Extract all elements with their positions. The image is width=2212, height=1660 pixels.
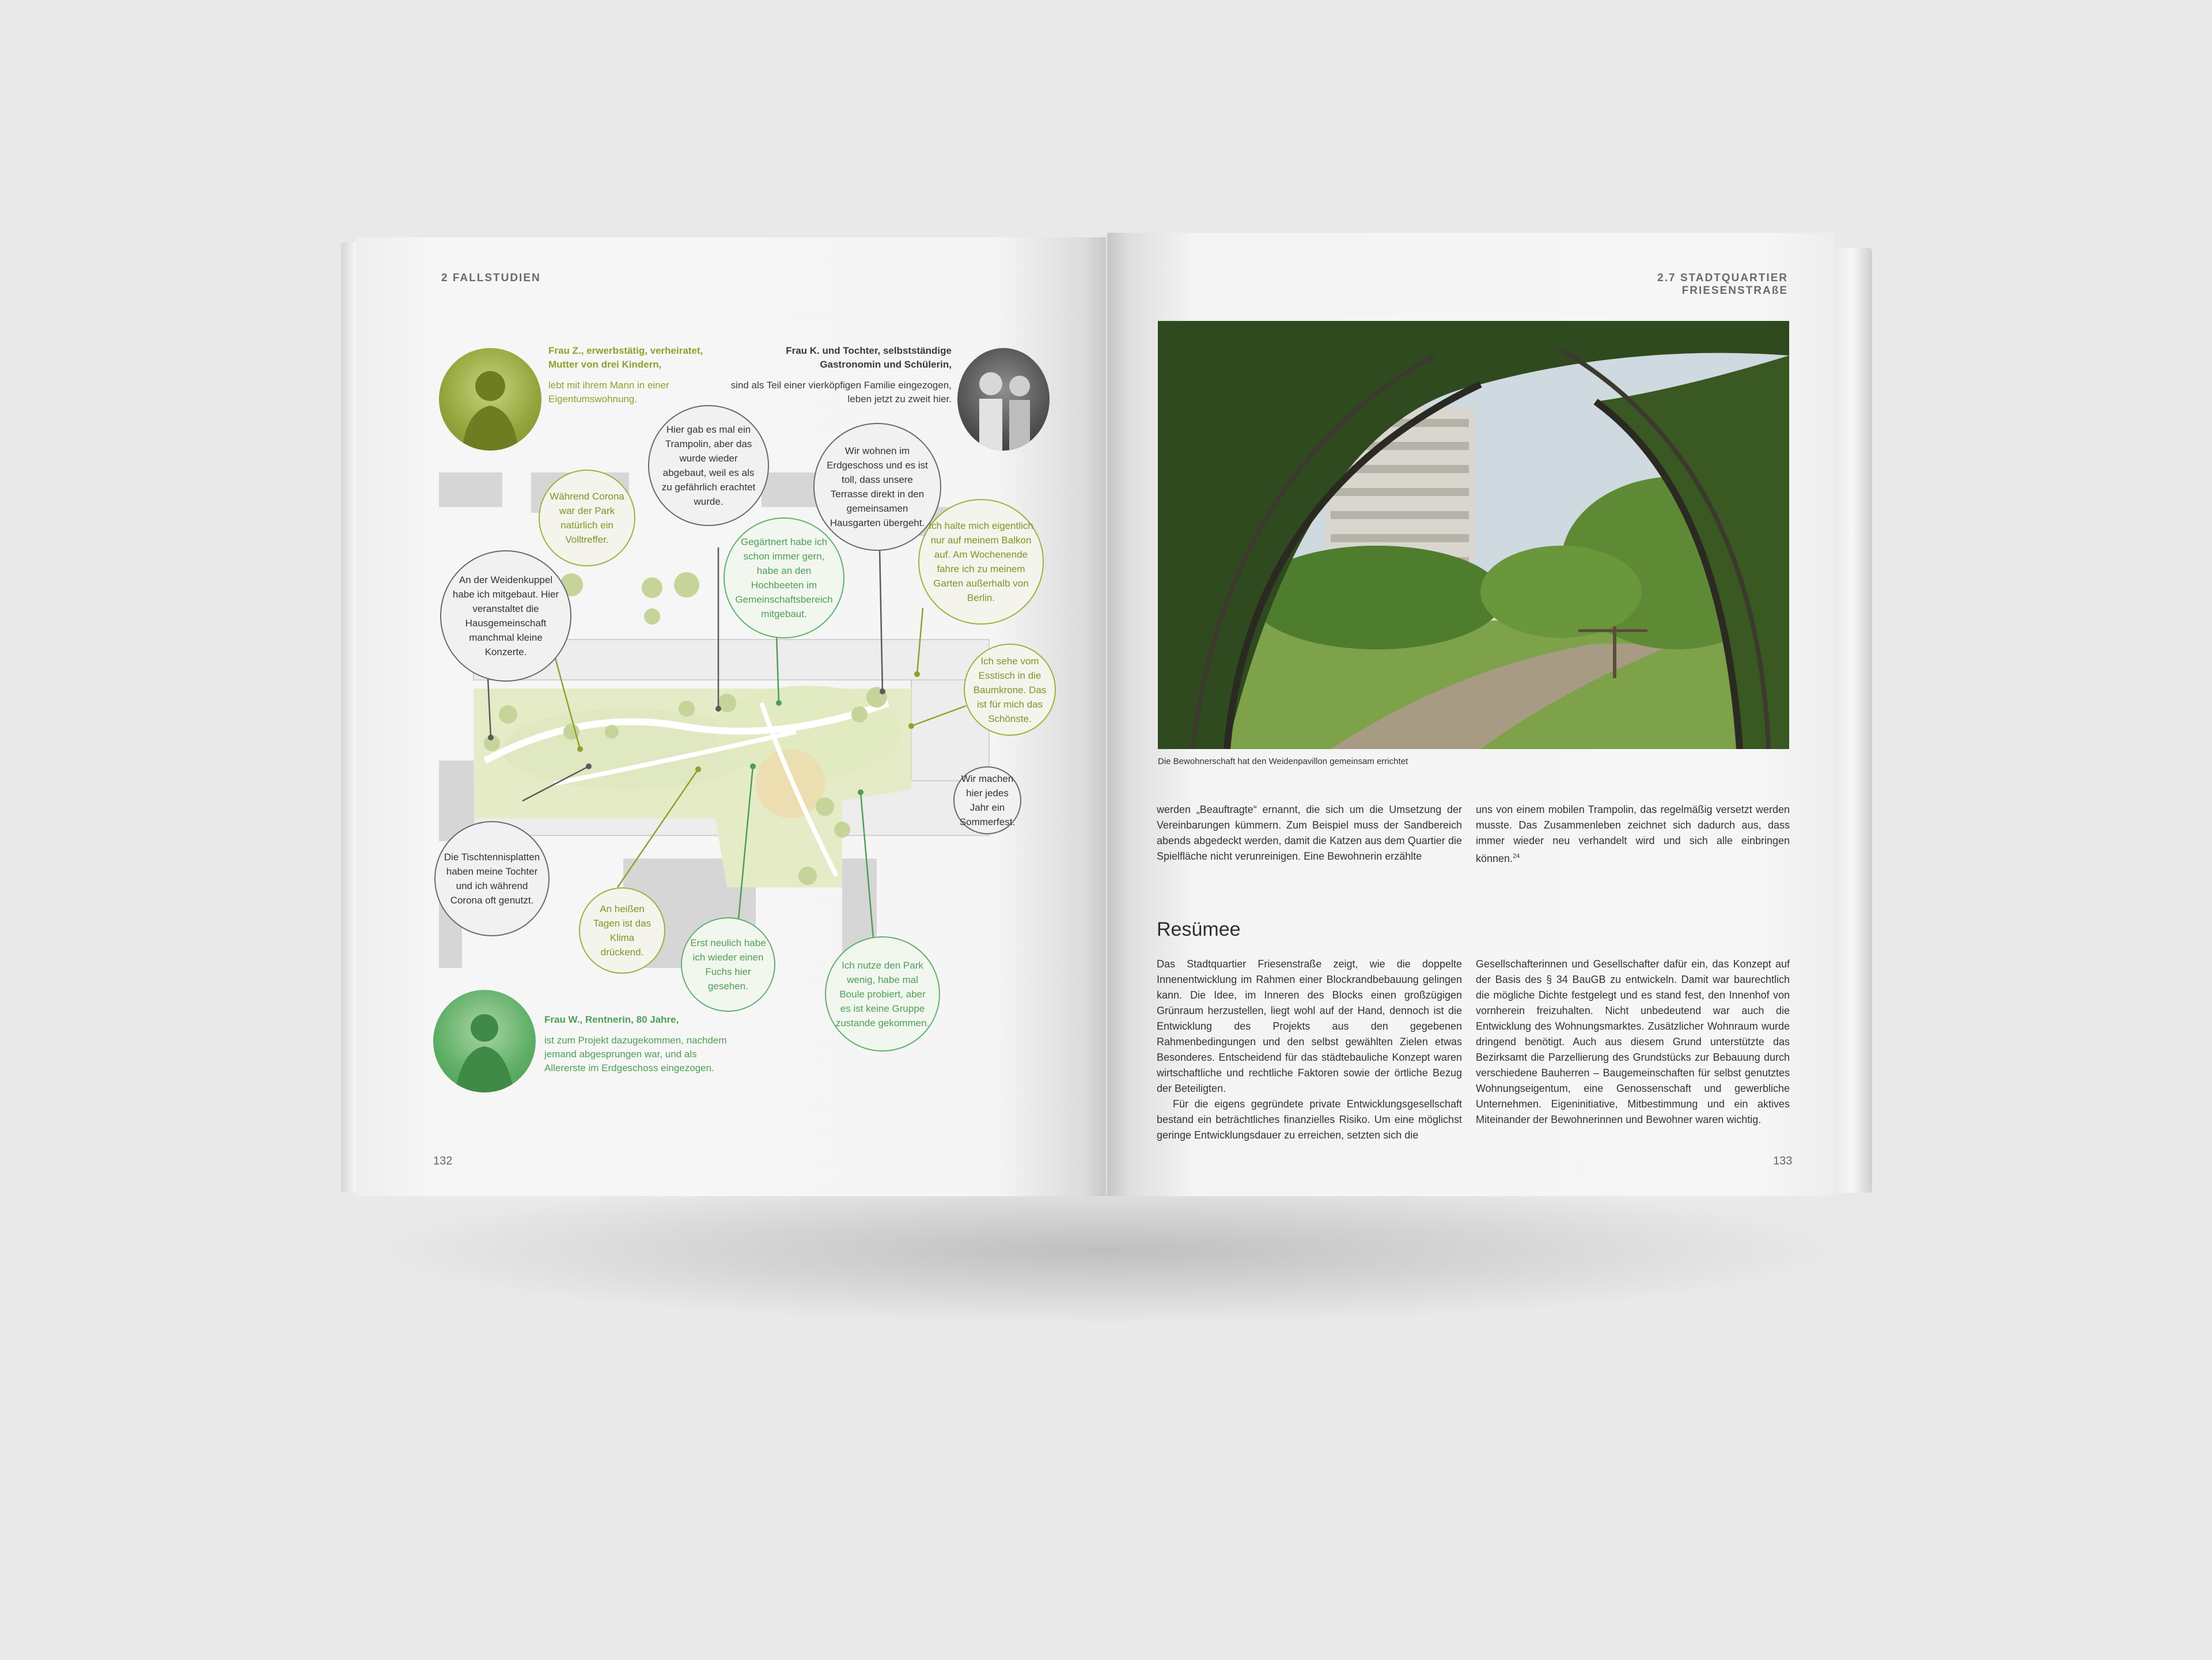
photo-caption: Die Bewohnerschaft hat den Weidenpavillon gemeinsam errichtet <box>1158 757 1408 766</box>
resident-name: Frau W., Rentnerin, 80 Jahre, <box>544 1014 679 1025</box>
quote-bubble-hochbeete: Gegärtnert habe ich schon immer gern, habe an den Hochbeeten im Gemeinschaftsbereich mitgebaut. <box>724 517 844 638</box>
resident-description: ist zum Projekt dazugekommen, nachdem jemand abgesprungen war, und als Allererste im Erdgeschoss eingezogen. <box>544 1035 727 1073</box>
section-heading: Resümee <box>1157 918 1241 940</box>
summary-paragraph-2: Für die eigens gegründete private Entwicklungsgesellschaft bestand ein beträchtliches finanzielles Risiko. Um eine möglichst geringe Entwicklungsdauer zu erreichen, setzten sich die <box>1157 1098 1462 1141</box>
footnote-reference: 24 <box>1513 853 1520 860</box>
quote-bubble-balkon: Ich halte mich eigentlich nur auf meinem Balkon auf. Am Wochenende fahre ich zu meinem Garten außerhalb von Berlin. <box>918 499 1044 625</box>
resident-description: sind als Teil einer vierköpfigen Familie eingezogen, leben jetzt zu zweit hier. <box>730 380 952 404</box>
quote-bubble-fuchs: Erst neulich habe ich wieder einen Fuchs hier gesehen. <box>681 917 775 1012</box>
summary-column-2 <box>1476 956 1790 1128</box>
right-page-stack <box>1832 248 1872 1193</box>
person-icon <box>439 348 541 451</box>
quote-bubble-erdgeschoss: Wir wohnen im Erdgeschoss und es ist toll, dass unsere Terrasse direkt in den gemeinsamen Hausgarten übergeht. <box>813 423 941 551</box>
resident-portrait-frau-z <box>439 348 541 451</box>
running-head-right: 2.7 STADTQUARTIER FRIESENSTRAßE <box>1657 272 1788 297</box>
quote-bubble-heisse-tage: An heißen Tagen ist das Klima drückend. <box>579 887 665 974</box>
page-number-left: 132 <box>433 1155 453 1167</box>
intro-paragraph-2 <box>1476 802 1790 867</box>
summary-column-1 <box>1157 956 1462 1143</box>
summary-paragraph-3: Gesellschafterinnen und Gesellschafter dafür ein, das Konzept auf der Basis des § 34 BauGB zu entwickeln. Damit war baurechtlich die mögliche Dichte festgelegt und es stand fest, den Innenhof von vornherein freizuhalten. Nicht unbedeutend war auch die Entwicklung des Wohnungsmarktes. Zusätzlicher Wohnraum wurde dringend benötigt. Auch aus diesem Grund unterstützte das Bezirksamt die Parzellierung des Grundstücks zur Bebauung durch verschiedene Bauherren – Baugemeinschaften für selbst genutztes Wohnungseigentum, eine Genossenschaft und gewerbliche Unternehmen. Eigeninitiative, Mitbestimmung und ein aktives Miteinander der Bewohnerinnen und Bewohner waren wichtig. <box>1476 958 1790 1125</box>
photo-willow-pavilion <box>1158 321 1789 749</box>
intro-column-2 <box>1476 802 1790 867</box>
resident-portrait-frau-k <box>957 348 1050 451</box>
quote-bubble-sommerfest: Wir machen hier jedes Jahr ein Sommerfest. <box>953 766 1021 834</box>
resident-name: Frau K. und Tochter, selbstständige Gastronomin und Schülerin, <box>786 345 952 370</box>
quote-bubble-baumkrone: Ich sehe vom Esstisch in die Baumkrone. Das ist für mich das Schönste. <box>964 644 1056 736</box>
quote-bubble-trampolin: Hier gab es mal ein Trampolin, aber das wurde wieder abgebaut, weil es als zu gefährlich erachtet wurde. <box>648 405 769 526</box>
summary-paragraph-1: Das Stadtquartier Friesenstraße zeigt, wie die doppelte Innenentwicklung im Rahmen einer Blockrandbebauung gelingen kann. Die Idee, im Inneren des Blocks einen großzügigen Grünraum herzustellen, liegt wohl auf der Hand, dennoch ist die Entwicklung des Projekts aus den gegebenen Rahmenbedingungen und den selbst gewählten Zielen etwas Besonderes. Entscheidend für das städtebauliche Konzept waren wirtschaftliche und rechtliche Faktoren sowie der örtliche Bezug der Beteiligten. <box>1157 958 1462 1094</box>
resident-portrait-frau-w <box>433 990 536 1092</box>
willow-pavilion-photo <box>1158 321 1789 749</box>
intro-paragraph-1: werden „Beauftragte“ ernannt, die sich um die Umsetzung der Vereinbarungen kümmern. Zum Beispiel muss der Sandbereich abends abgedeckt werden, damit die Katzen aus dem Quartier die Spielfläche nicht verunreinigen. Eine Bewohnerin erzählte <box>1157 804 1462 862</box>
page-number-right: 133 <box>1773 1155 1793 1167</box>
resident-caption-frau-k <box>727 344 952 406</box>
running-head-left: 2 FALLSTUDIEN <box>441 272 541 284</box>
person-icon <box>957 348 1050 451</box>
quote-bubble-tischtennis: Die Tischtennisplatten haben meine Tochter und ich während Corona oft genutzt. <box>434 821 550 936</box>
resident-caption-frau-w <box>544 1013 740 1075</box>
intro-column-1 <box>1157 802 1462 864</box>
resident-caption-frau-z <box>548 344 721 406</box>
intro-paragraph-2-text: uns von einem mobilen Trampolin, das regelmäßig versetzt werden musste. Das Zusammenleben zeichnet sich dadurch aus, dass immer wieder neu verhandelt wird und sich alle einbringen können. <box>1476 804 1790 864</box>
resident-description: lebt mit ihrem Mann in einer Eigentumswohnung. <box>548 380 669 404</box>
resident-name: Frau Z., erwerbstätig, verheiratet, Mutter von drei Kindern, <box>548 345 703 370</box>
person-icon <box>433 990 536 1092</box>
quote-bubble-boule: Ich nutze den Park wenig, habe mal Boule probiert, aber es ist keine Gruppe zustande gekommen. <box>825 936 940 1052</box>
quote-bubble-corona-park: Während Corona war der Park natürlich ein Volltreffer. <box>539 470 635 566</box>
quote-bubble-weidenkuppel: An der Weidenkuppel habe ich mitgebaut. Hier veranstaltet die Hausgemeinschaft manchmal kleine Konzerte. <box>440 550 571 682</box>
